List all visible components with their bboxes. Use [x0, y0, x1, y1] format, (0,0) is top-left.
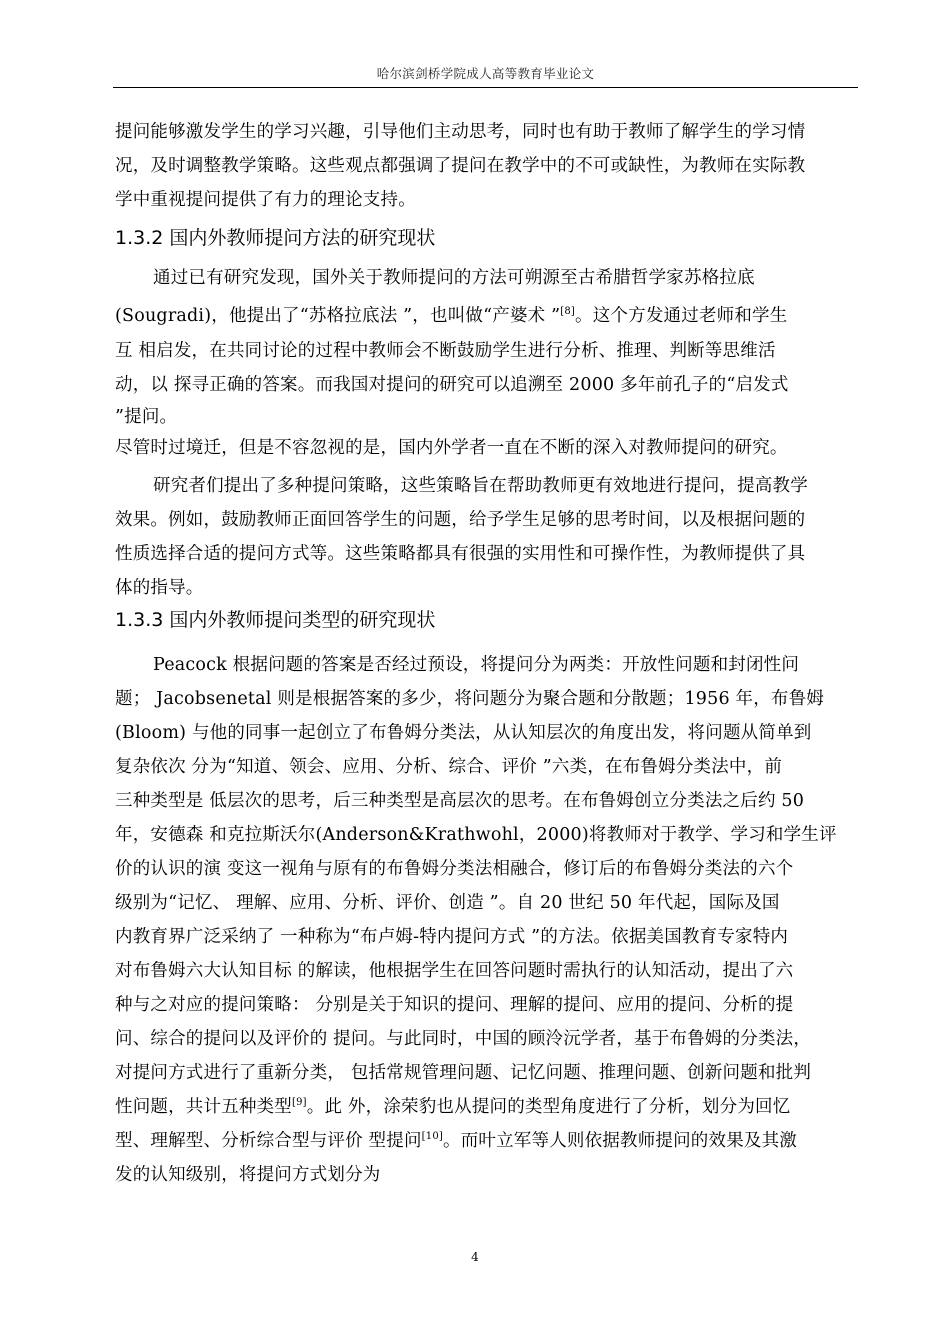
paragraph-line: 对提问方式进行了重新分类， 包括常规管理问题、记忆问题、推理问题、创新问题和批判 — [115, 1063, 812, 1083]
citation-ref[interactable]: [10] — [421, 1131, 443, 1142]
paragraph-line: 题； Jacobsenetal 则是根据答案的多少，将问题分为聚合题和分散题；1956 年，布鲁姆 — [115, 689, 825, 709]
paragraph-line: 动，以 探寻正确的答案。而我国对提问的研究可以追溯至 2000 多年前孔子的“启发式 — [115, 375, 789, 395]
page-header: 哈尔滨剑桥学院成人高等教育毕业论文 — [376, 66, 595, 81]
paragraph-line: 尽管时过境迁，但是不容忽视的是，国内外学者一直在不断的深入对教师提问的研究。 — [115, 438, 788, 458]
citation-ref[interactable]: [8] — [560, 306, 576, 317]
paragraph-line: Peacock 根据问题的答案是否经过预设，将提问分为两类：开放性问题和封闭性问 — [153, 655, 800, 675]
paragraph-line: 通过已有研究发现，国外关于教师提问的方法可朔源至古希腊哲学家苏格拉底 — [153, 268, 755, 288]
paragraph-line: 研究者们提出了多种提问策略，这些策略旨在帮助教师更有效地进行提问，提高教学 — [153, 476, 808, 496]
paragraph-line: 型、理解型、分析综合型与评价 型提问[10]。而叶立军等人则依据教师提问的效果及其激 — [115, 1131, 797, 1151]
section-heading-1-3-3: 1.3.3 国内外教师提问类型的研究现状 — [115, 609, 436, 631]
paragraph-line: 复杂依次 分为“知道、领会、应用、分析、综合、评价 ”六类，在布鲁姆分类法中，前 — [115, 757, 783, 777]
paragraph-line: 提问能够激发学生的学习兴趣，引导他们主动思考，同时也有助于教师了解学生的学习情 — [115, 122, 806, 142]
section-heading-1-3-2: 1.3.2 国内外教师提问方法的研究现状 — [115, 227, 436, 249]
paragraph-line: 三种类型是 低层次的思考，后三种类型是高层次的思考。在布鲁姆创立分类法之后约 50 — [115, 791, 805, 811]
page-number: 4 — [471, 1250, 479, 1264]
paragraph-line: 发的认知级别，将提问方式划分为 — [115, 1165, 381, 1185]
paragraph-line: 问、综合的提问以及评价的 提问。与此同时，中国的顾泠沅学者，基于布鲁姆的分类法， — [115, 1029, 812, 1049]
paragraph-line: 性质选择合适的提问方式等。这些策略都具有很强的实用性和可操作性，为教师提供了具 — [115, 544, 806, 564]
paragraph-line: (Sougradi)，他提出了“苏格拉底法 ”，也叫做“产婆术 ”[8]。这个方发通过老师和学生 — [115, 306, 788, 326]
paragraph-line: 年，安德森 和克拉斯沃尔(Anderson&Krathwohl，2000)将教师对于教学、学习和学生评 — [115, 825, 837, 845]
paragraph-line: ”提问。 — [115, 407, 178, 427]
paragraph-line: 种与之对应的提问策略： 分别是关于知识的提问、理解的提问、应用的提问、分析的提 — [115, 995, 794, 1015]
paragraph-line: 效果。例如，鼓励教师正面回答学生的问题，给予学生足够的思考时间，以及根据问题的 — [115, 510, 806, 530]
paragraph-line: 性问题，共计五种类型[9]。此 外，涂荣豹也从提问的类型角度进行了分析，划分为回忆 — [115, 1097, 791, 1117]
paragraph-line: 级别为“记忆、 理解、应用、分析、评价、创造 ”。自 20 世纪 50 年代起，国际及国 — [115, 893, 780, 913]
citation-ref[interactable]: [9] — [292, 1097, 307, 1108]
paragraph-line: 体的指导。 — [115, 578, 204, 598]
paragraph-line: 对布鲁姆六大认知目标 的解读，他根据学生在回答问题时需执行的认知活动，提出了六 — [115, 961, 794, 981]
paragraph-line: 价的认识的演 变这一视角与原有的布鲁姆分类法相融合，修订后的布鲁姆分类法的六个 — [115, 859, 794, 879]
paragraph-line: 内教育界广泛采纳了 一种称为“布卢姆-特内提问方式 ”的方法。依据美国教育专家特内 — [115, 927, 789, 947]
header-divider — [113, 87, 858, 88]
paragraph-line: 互 相启发，在共同讨论的过程中教师会不断鼓励学生进行分析、推理、判断等思维活 — [115, 341, 776, 361]
paragraph-line: (Bloom) 与他的同事一起创立了布鲁姆分类法，从认知层次的角度出发，将问题从简单到 — [115, 723, 812, 743]
paragraph-line: 况，及时调整教学策略。这些观点都强调了提问在教学中的不可或缺性，为教师在实际教 — [115, 156, 806, 176]
paragraph-line: 学中重视提问提供了有力的理论支持。 — [115, 190, 416, 210]
